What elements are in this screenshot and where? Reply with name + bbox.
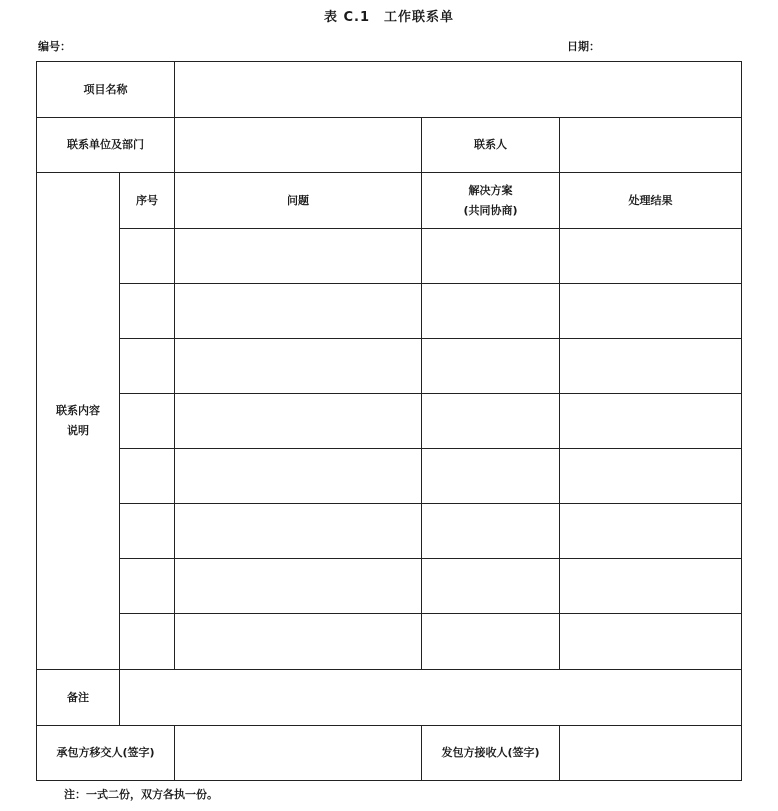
content-row xyxy=(37,614,742,670)
date-label: 日期： xyxy=(567,40,600,53)
result-cell[interactable] xyxy=(560,284,742,339)
project-name-row xyxy=(37,62,742,118)
project-name-label: 项目名称 xyxy=(37,62,175,118)
seq-cell[interactable] xyxy=(120,504,175,559)
seq-cell[interactable] xyxy=(120,394,175,449)
issue-cell[interactable] xyxy=(175,229,422,284)
footnote: 注：一式二份，双方各执一份。 xyxy=(64,788,218,801)
result-cell[interactable] xyxy=(560,449,742,504)
seq-header: 序号 xyxy=(120,173,175,229)
result-cell[interactable] xyxy=(560,559,742,614)
seq-cell[interactable] xyxy=(120,229,175,284)
solution-cell[interactable] xyxy=(422,559,560,614)
solution-cell[interactable] xyxy=(422,614,560,670)
form-title: 表 C.1 工作联系单 xyxy=(323,10,455,25)
work-contact-form-table xyxy=(36,61,742,781)
result-header: 处理结果 xyxy=(560,173,742,229)
issue-header: 问题 xyxy=(175,173,422,229)
remarks-label: 备注 xyxy=(37,670,120,726)
content-header-row xyxy=(37,173,742,229)
solution-cell[interactable] xyxy=(422,339,560,394)
content-row xyxy=(37,229,742,284)
remarks-row xyxy=(37,670,742,726)
content-label-line1: 联系内容 xyxy=(56,404,100,417)
seq-cell[interactable] xyxy=(120,339,175,394)
contact-unit-label: 联系单位及部门 xyxy=(37,118,175,173)
solution-cell[interactable] xyxy=(422,504,560,559)
result-cell[interactable] xyxy=(560,229,742,284)
content-row xyxy=(37,504,742,559)
contractor-handover-label: 承包方移交人(签字) xyxy=(37,726,175,781)
issue-cell[interactable] xyxy=(175,559,422,614)
issue-cell[interactable] xyxy=(175,394,422,449)
issue-cell[interactable] xyxy=(175,284,422,339)
content-row xyxy=(37,394,742,449)
result-cell[interactable] xyxy=(560,394,742,449)
contractor-signature-field[interactable] xyxy=(175,726,422,781)
result-cell[interactable] xyxy=(560,504,742,559)
issue-cell[interactable] xyxy=(175,614,422,670)
content-row xyxy=(37,449,742,504)
issue-cell[interactable] xyxy=(175,449,422,504)
issue-cell[interactable] xyxy=(175,339,422,394)
contact-person-label: 联系人 xyxy=(422,118,560,173)
content-row xyxy=(37,284,742,339)
seq-cell[interactable] xyxy=(120,284,175,339)
result-cell[interactable] xyxy=(560,339,742,394)
solution-header-line2: (共同协商) xyxy=(463,203,518,217)
content-description-label xyxy=(37,173,120,670)
signature-row xyxy=(37,726,742,781)
contact-person-field[interactable] xyxy=(560,118,742,173)
contact-unit-row xyxy=(37,118,742,173)
project-name-field[interactable] xyxy=(175,62,742,118)
seq-cell[interactable] xyxy=(120,559,175,614)
solution-cell[interactable] xyxy=(422,394,560,449)
employer-receiver-label: 发包方接收人(签字) xyxy=(422,726,560,781)
content-label-line2: 说明 xyxy=(67,424,89,437)
solution-cell[interactable] xyxy=(422,284,560,339)
seq-cell[interactable] xyxy=(120,614,175,670)
issue-cell[interactable] xyxy=(175,504,422,559)
employer-signature-field[interactable] xyxy=(560,726,742,781)
solution-cell[interactable] xyxy=(422,229,560,284)
result-cell[interactable] xyxy=(560,614,742,670)
solution-header xyxy=(422,173,560,229)
content-row xyxy=(37,339,742,394)
number-label: 编号： xyxy=(38,40,71,53)
solution-header-line1: 解决方案 xyxy=(468,183,513,197)
remarks-field[interactable] xyxy=(120,670,742,726)
solution-cell[interactable] xyxy=(422,449,560,504)
seq-cell[interactable] xyxy=(120,449,175,504)
content-row xyxy=(37,559,742,614)
contact-unit-field[interactable] xyxy=(175,118,422,173)
